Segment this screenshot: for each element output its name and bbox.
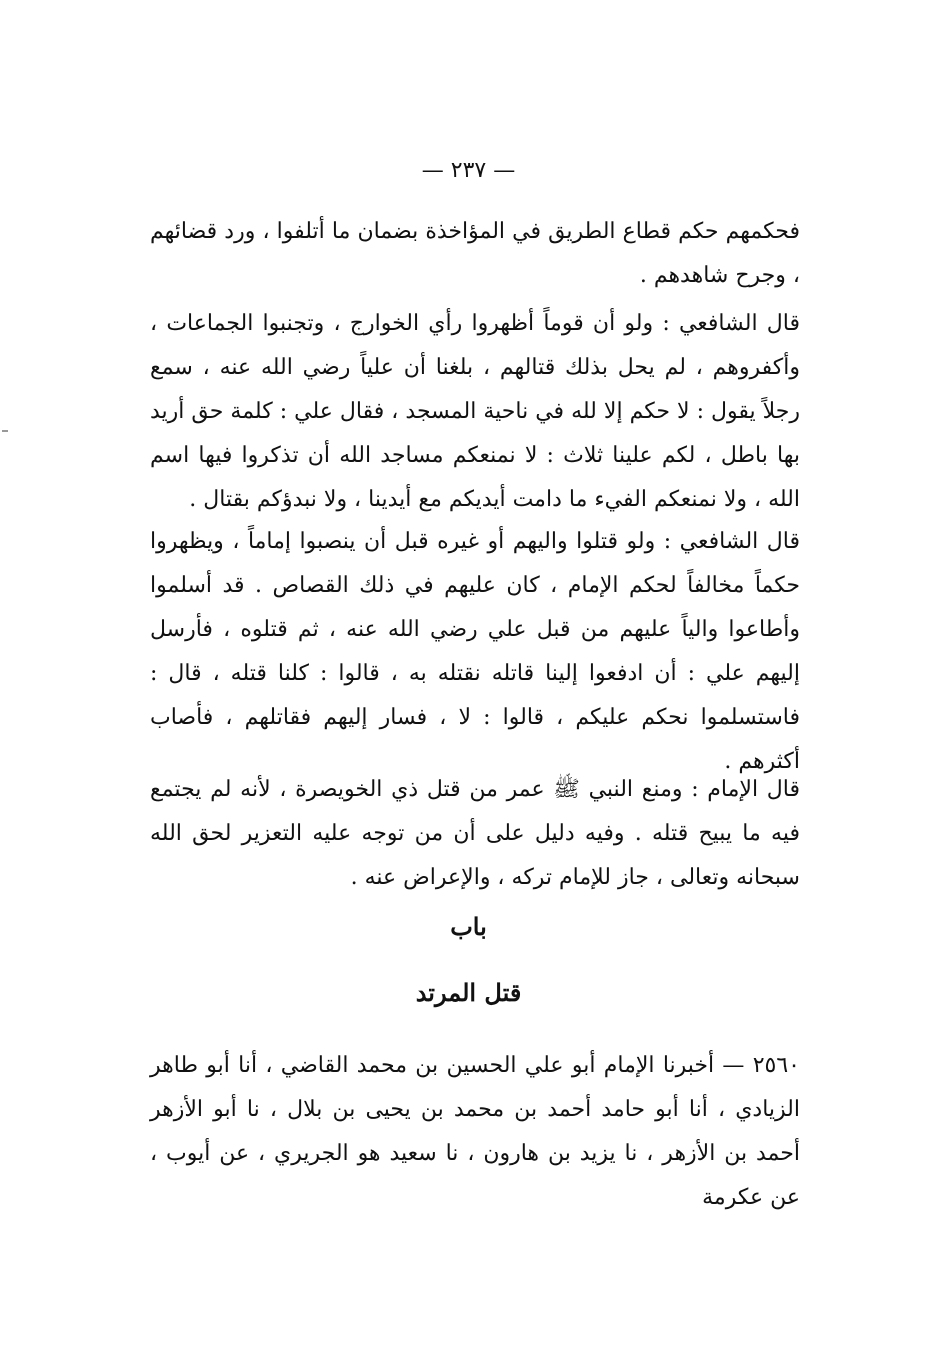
page-number: — ٢٣٧ — [421, 158, 516, 183]
hadith-entry [150, 1044, 800, 1220]
paragraph-text: قال الشافعي : ولو قتلوا واليهم أو غيره قبل أن ينصبوا إماماً ، ويظهروا حكماً مخالفاً لحكم الإمام ، كان عليهم في ذلك القصاص . قد أسلموا وأطاعوا والياً عليهم من قبل علي رضي الله عنه ، ثم قتلوه ، فأرسل إليهم علي : أن ادفعوا إلينا قاتله نقتله به ، قالوا : كلنا قتله ، قال : فاستسلموا نحكم عليكم ، قالوا : لا ، فسار إليهم فقاتلهم ، فأصاب أكثرهم . [150, 529, 800, 774]
scan-mark [2, 430, 8, 432]
paragraph-text: قال الإمام : ومنع النبي ﷺ عمر من قتل ذي الخويصرة ، لأنه لم يجتمع فيه ما يبيح قتله . وفيه دليل على أن من توجه عليه التعزير لحق الله سبحانه وتعالى ، جاز للإمام تركه ، والإعراض عنه . [150, 777, 800, 890]
paragraph-2 [150, 302, 800, 522]
paragraph-text: فحكمهم حكم قطاع الطريق في المؤاخذة بضمان ما أتلفوا ، ورد قضائهم ، وجرح شاهدهم . [150, 219, 800, 288]
paragraph-text: ٢٥٦٠ — أخبرنا الإمام أبو علي الحسين بن محمد القاضي ، أنا أبو طاهر الزيادي ، أنا أبو حامد أحمد بن محمد بن يحيى بن بلال ، نا أبو الأزهر أحمد بن الأزهر ، نا يزيد بن هارون ، نا سعيد هو الجريري ، عن أيوب ، عن عكرمة [150, 1053, 800, 1210]
paragraph-1 [150, 210, 800, 298]
paragraph-3 [150, 520, 800, 784]
paragraph-4 [150, 768, 800, 900]
chapter-heading: باب [450, 912, 487, 941]
paragraph-text: قال الشافعي : ولو أن قوماً أظهروا رأي الخوارج ، وتجنبوا الجماعات ، وأكفروهم ، لم يحل بذلك قتالهم ، بلغنا أن علياً رضي الله عنه ، سمع رجلاً يقول : لا حكم إلا لله في ناحية المسجد ، فقال علي : كلمة حق أريد بها باطل ، لكم علينا ثلاث : لا نمنعكم مساجد الله أن تذكروا فيها اسم الله ، ولا نمنعكم الفيء ما دامت أيديكم مع أيدينا ، ولا نبدؤكم بقتال . [150, 311, 800, 512]
section-title: قتل المرتد [415, 978, 522, 1007]
